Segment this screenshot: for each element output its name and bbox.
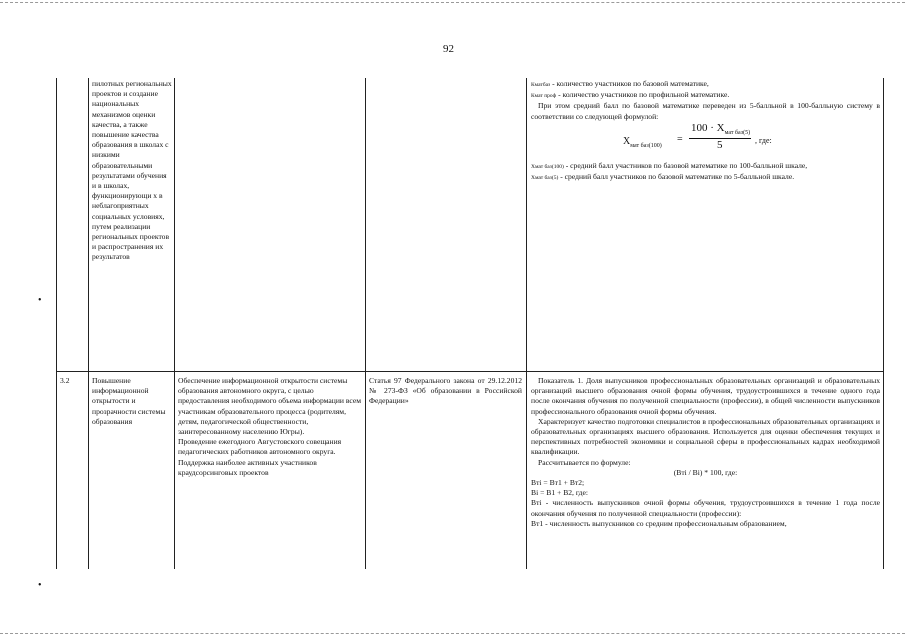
table-col-divider [365,78,366,569]
var-k-base: Кматбаз [531,82,551,88]
def-k-base: - количество участников по базовой математике, [550,79,709,88]
row2-number: 3.2 [60,376,70,385]
margin-dot: • [38,580,42,591]
table-col-divider [526,78,527,569]
conversion-formula [531,123,880,159]
row-divider [56,371,883,372]
table-border-left-lower [56,371,57,569]
indicator-paragraph: Рассчитывается по формуле: [538,457,631,467]
formula-line: Bi = B1 + B2, где: [531,488,588,498]
formula-numerator: $100 \cdot X_{мат баз(5)}$ [691,121,751,136]
indicator-paragraph: Показатель 1. Доля выпускников профессиональных образовательных организаций и образовательных организаций высшего образования очной формы обучения, трудоустроившихся в течение одного года после окончания обучения по полученной специальности (профессии), в общей численности выпускников профессионального образования очной формы обучения. [531,376,880,416]
def-x100: - средний балл участников по базовой математике по 100-балльной шкале, [563,160,808,170]
row2-goal-text: Повышение информационной открытости и прозрачности системы образования [92,376,166,426]
formula-line: Bт1 - численность выпускников со средним профессиональным образованием, [531,518,787,528]
def-x5: - средний балл участников по базовой математике по 5-балльной шкале. [558,172,795,182]
formula-equals: = [677,133,683,145]
row2-measures [178,376,364,478]
formula-line: Bтi = Bт1 + Bт2; [531,478,585,488]
table-col-divider [88,78,89,569]
indicator-paragraph: Характеризует качество подготовки специалистов в профессиональных образовательных организациях и образовательных организациях высшего образования. Используется для оценки обеспечения текущих и перспективных потребностей экономики и социальной сферы в профессиональных кадрах необходимой квалификации. [531,416,880,457]
scan-top-edge [0,2,905,3]
scan-bottom-edge [0,633,905,634]
row1-indicator-text [531,79,880,183]
formula-left: $X_{мат баз(100)}$ [623,135,662,149]
var-x100: Хмат баз(100) [531,163,564,170]
formula-denominator: 5 [717,138,723,151]
var-x5: Хмат баз(5) [531,175,559,182]
page-number: 92 [443,43,454,55]
measure-item: Проведение ежегодного Августовского совещания педагогических работников автономного округа. [178,437,342,457]
table-border-left-upper [56,78,57,371]
var-k-prof: Кмат проф [531,93,557,100]
formula-line: Bтi - численность выпускников очной формы обучения, трудоустроившихся в течение 1 года после окончания обучения по полученной специальности (профессии): [531,498,880,518]
table-border-right [883,78,884,569]
row2-indicator-text [531,376,880,529]
measure-item: Обеспечение информационной открытости системы образования автономного округа, с целью предоставления необходимого объема информации всем участникам образовательного процесса (родителям, детям, педагогической общественности, заинтересованному населению Югры). [178,376,362,437]
indicator-formula: (Bтi / Bi) * 100, где: [673,467,738,477]
measure-item: Поддержка наиболее активных участников краудсорсинговых проектов [178,457,317,477]
formula-tail: , где: [755,135,772,145]
margin-dot: • [38,295,42,306]
row2-legal-basis: Статья 97 Федерального закона от 29.12.2012 № 273-ФЗ «Об образовании в Российской Федерации» [369,376,522,406]
table-col-divider [174,78,175,569]
conversion-paragraph: При этом средний балл по базовой математике переведен из 5-балльной в 100-балльную систему в соответствии со следующей формулой: [531,101,880,121]
def-k-prof: - количество участников по профильной математике. [556,90,730,100]
row1-goal-text: пилотных региональных проектов и создание национальных механизмов оценки качества, а также повышение качества образования в школах с низкими образовательными результатами обучения и в школах, функционирующи х в неблагоприятных социальных условиях, путем реализации региональных проектов и распространения их результатов [92,79,172,262]
